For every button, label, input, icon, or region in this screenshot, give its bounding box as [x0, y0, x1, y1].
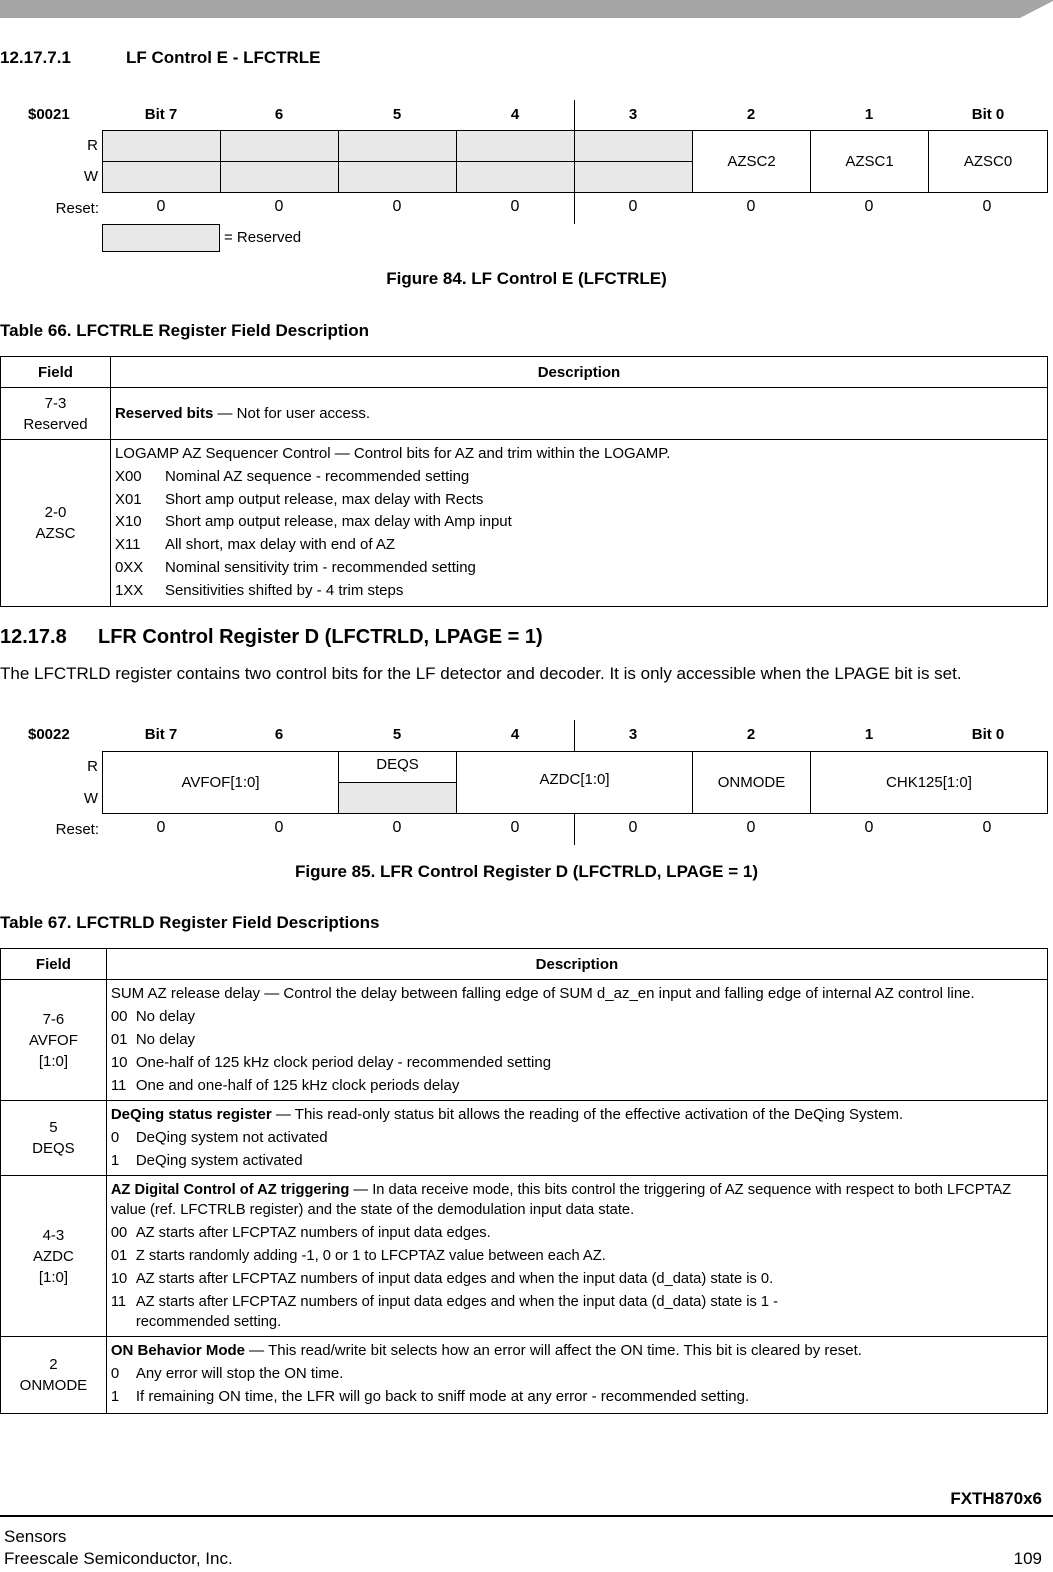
reset-value: 0 [274, 198, 284, 215]
description-bold: DeQing status register [110, 1106, 272, 1123]
description-cell [106, 1337, 1047, 1414]
reset-value: 0 [982, 819, 992, 836]
description-cell [110, 440, 1047, 607]
list-item [115, 489, 1043, 512]
field-onmode: ONMODE [692, 751, 811, 814]
field-cell [1, 440, 111, 607]
register-address: $0021 [28, 106, 70, 123]
field-cell [1, 980, 107, 1101]
section-paragraph: The LFCTRLD register contains two control bits for the LF detector and decoder. It is only accessible when the LPAGE bit is set. [0, 664, 962, 683]
nibble-divider [574, 814, 575, 845]
bit-header: 6 [274, 726, 284, 743]
item-text: DeQing system not activated [135, 1129, 328, 1146]
item-code: X10 [114, 513, 142, 531]
field-azdc: AZDC[1:0] [456, 751, 693, 814]
item-text: One and one-half of 125 kHz clock periods delay [135, 1077, 460, 1094]
item-code: X01 [114, 490, 142, 508]
table-row [1, 1337, 1048, 1414]
item-code: 01 [110, 1031, 128, 1048]
field-bits: 2 [49, 1356, 58, 1373]
reset-value: 0 [628, 198, 638, 215]
reserved-bit [574, 130, 693, 162]
section-heading-lfctrle [0, 48, 321, 68]
item-text: Sensitivities shifted by - 4 trim steps [164, 581, 404, 599]
section-heading-lfctrld [0, 626, 543, 649]
reset-value: 0 [864, 198, 874, 215]
bit-header: Bit 7 [144, 106, 178, 123]
field-bits: 2-0 [44, 503, 67, 521]
reset-value: 0 [156, 198, 166, 215]
item-code: 0XX [114, 558, 144, 576]
reset-value: 0 [746, 819, 756, 836]
bit-header: 1 [864, 726, 874, 743]
table-row [1, 440, 1048, 607]
description-cell [106, 1176, 1047, 1337]
description-bold: AZ Digital Control of AZ triggering [110, 1182, 350, 1198]
description-text: — In data receive mode, this bits control the triggering of AZ sequence with respect to both LFCPTAZ value (ref. LFCTRLB register) and the state of the demodulation input data state. [110, 1182, 1012, 1218]
bit-header: Bit 0 [971, 726, 1005, 743]
column-header-field: Field [1, 357, 111, 388]
reset-value: 0 [510, 198, 520, 215]
description-text: SUM AZ release delay — Control the delay between falling edge of SUM d_az_en input and falling edge of internal AZ control line. [110, 985, 975, 1002]
bit-header: 4 [510, 106, 520, 123]
reset-value: 0 [392, 819, 402, 836]
reserved-bit [338, 130, 457, 162]
list-item [115, 534, 1043, 557]
reserved-bit [102, 161, 221, 193]
bit-header: 5 [392, 726, 402, 743]
item-text: Short amp output release, max delay with Amp input [164, 513, 512, 531]
list-item [111, 1151, 1043, 1171]
field-name: Reserved [23, 415, 88, 433]
item-text: If remaining ON time, the LFR will go back to sniff mode at any error - recommended setting. [135, 1388, 750, 1405]
description-bold: ON Behavior Mode [110, 1342, 246, 1359]
bit-header: Bit 0 [971, 106, 1005, 123]
read-label: R [87, 137, 98, 154]
list-item [111, 1246, 1043, 1266]
table-66 [0, 356, 1048, 607]
field-name: ONMODE [19, 1377, 88, 1394]
item-code: 0 [110, 1129, 120, 1146]
field-azsc1: AZSC1 [810, 130, 929, 193]
write-label: W [83, 790, 98, 807]
list-item [111, 1364, 1043, 1384]
register-address: $0022 [28, 726, 70, 743]
reserved-bit [574, 161, 693, 193]
field-range: [1:0] [38, 1268, 68, 1286]
bit-header: Bit 7 [144, 726, 178, 743]
reset-value: 0 [510, 819, 520, 836]
reserved-bit [102, 130, 221, 162]
reserved-legend-swatch [102, 224, 220, 252]
item-text: DeQing system activated [135, 1152, 303, 1169]
item-text: AZ starts after LFCPTAZ numbers of input data edges. [135, 1225, 491, 1241]
reset-label: Reset: [55, 821, 99, 838]
field-cell [1, 1176, 107, 1337]
table-row [1, 980, 1048, 1101]
field-range: [1:0] [38, 1052, 68, 1070]
item-code: X00 [114, 467, 142, 485]
item-code: 1 [110, 1388, 120, 1405]
field-cell [1, 388, 111, 440]
item-code: 10 [110, 1271, 128, 1287]
item-text: One-half of 125 kHz clock period delay - recommended setting [135, 1054, 552, 1071]
reset-value: 0 [628, 819, 638, 836]
item-code: 10 [110, 1054, 128, 1071]
nibble-divider [574, 100, 575, 130]
reset-label: Reset: [55, 200, 99, 217]
register-diagram-lfctrld [0, 720, 1053, 850]
description-cell [110, 388, 1047, 440]
reserved-bit [338, 161, 457, 193]
list-item [115, 580, 1043, 603]
item-text: AZ starts after LFCPTAZ numbers of input data edges and when the input data (d_data) state is 0. [135, 1271, 774, 1287]
section-title: LFR Control Register D (LFCTRLD, LPAGE = 1) [98, 626, 543, 648]
bit-header: 2 [746, 106, 756, 123]
bit-header: 3 [628, 726, 638, 743]
item-text: Z starts randomly adding -1, 0 or 1 to LFCPTAZ value between each AZ. [135, 1248, 606, 1264]
item-code: 00 [110, 1008, 128, 1025]
field-bits: 4-3 [42, 1226, 65, 1244]
column-header-description: Description [110, 357, 1047, 388]
list-item [111, 1387, 1043, 1407]
reserved-legend-text: = Reserved [224, 229, 302, 246]
list-item [111, 1030, 1043, 1050]
list-item [111, 1223, 1043, 1243]
reserved-bit [220, 130, 339, 162]
bit-header: 4 [510, 726, 520, 743]
field-cell [1, 1101, 107, 1176]
list-item [111, 1007, 1043, 1027]
description-cell [106, 1101, 1047, 1176]
reset-value: 0 [864, 819, 874, 836]
bit-header: 2 [746, 726, 756, 743]
field-name: AZDC [32, 1247, 74, 1265]
reserved-bit [456, 130, 575, 162]
list-item [111, 1128, 1043, 1148]
column-header-description: Description [106, 949, 1047, 980]
item-code: 11 [110, 1077, 127, 1094]
footer-divider [0, 1515, 1053, 1517]
field-deqs: DEQS [338, 751, 457, 783]
reserved-bit [220, 161, 339, 193]
figure-85-caption: Figure 85. LFR Control Register D (LFCTRLD, LPAGE = 1) [295, 862, 758, 881]
item-text: Nominal sensitivity trim - recommended setting [164, 558, 476, 576]
reset-value: 0 [982, 198, 992, 215]
table-67-caption: Table 67. LFCTRLD Register Field Descriptions [0, 913, 380, 932]
item-code: 01 [110, 1248, 128, 1264]
field-name: AZSC [35, 524, 76, 542]
nibble-divider [574, 720, 575, 751]
table-66-caption: Table 66. LFCTRLE Register Field Description [0, 321, 370, 340]
item-text: Short amp output release, max delay with Rects [164, 490, 484, 508]
section-number: 12.17.7.1 [0, 48, 71, 67]
item-text: AZ starts after LFCPTAZ numbers of input data edges and when the input data (d_data) state is 1 - recommended setting. [135, 1294, 779, 1330]
reset-value: 0 [274, 819, 284, 836]
bit-header: 6 [274, 106, 284, 123]
item-text: No delay [135, 1031, 196, 1048]
section-number: 12.17.8 [0, 626, 67, 648]
item-text: No delay [135, 1008, 196, 1025]
item-code: 11 [110, 1294, 127, 1310]
footer-category: Sensors [4, 1527, 67, 1546]
page-number: 109 [1013, 1549, 1042, 1568]
item-code: 00 [110, 1225, 128, 1241]
description-text: LOGAMP AZ Sequencer Control — Control bits for AZ and trim within the LOGAMP. [114, 445, 671, 462]
table-row [1, 1101, 1048, 1176]
list-item [111, 1053, 1043, 1073]
header-bar [0, 0, 1053, 18]
field-chk125: CHK125[1:0] [810, 751, 1048, 814]
list-item [115, 466, 1043, 489]
item-code: 0 [110, 1365, 120, 1382]
footer-company: Freescale Semiconductor, Inc. [4, 1549, 233, 1568]
reserved-bit [338, 782, 457, 814]
description-bold: Reserved bits [114, 404, 214, 422]
reset-value: 0 [156, 819, 166, 836]
field-bits: 5 [49, 1119, 58, 1136]
read-label: R [87, 758, 98, 775]
table-67 [0, 948, 1048, 1414]
bit-header: 3 [628, 106, 638, 123]
table-row [1, 1176, 1048, 1337]
list-item [115, 557, 1043, 580]
column-header-field: Field [1, 949, 107, 980]
field-cell [1, 1337, 107, 1414]
reserved-bit [456, 161, 575, 193]
bit-header: 5 [392, 106, 402, 123]
nibble-divider [574, 193, 575, 224]
reset-value: 0 [392, 198, 402, 215]
field-name: AVFOF [28, 1031, 78, 1049]
field-bits: 7-3 [44, 394, 67, 412]
table-row [1, 388, 1048, 440]
item-code: X11 [114, 536, 141, 554]
item-code: 1XX [114, 581, 144, 599]
list-item [111, 1292, 1043, 1332]
description-text: — This read-only status bit allows the reading of the effective activation of the DeQing System. [271, 1106, 904, 1123]
field-azsc2: AZSC2 [692, 130, 811, 193]
footer-product: FXTH870x6 [950, 1489, 1042, 1508]
description-cell [106, 980, 1047, 1101]
item-code: 1 [110, 1152, 120, 1169]
figure-84-caption: Figure 84. LF Control E (LFCTRLE) [386, 269, 667, 288]
field-name: DEQS [32, 1140, 75, 1157]
item-text: Nominal AZ sequence - recommended setting [164, 467, 470, 485]
reset-value: 0 [746, 198, 756, 215]
description-text: — This read/write bit selects how an error will affect the ON time. This bit is cleared by reset. [245, 1342, 862, 1359]
description-text: — Not for user access. [213, 404, 371, 422]
field-bits: 7-6 [42, 1010, 65, 1028]
item-text: All short, max delay with end of AZ [164, 536, 396, 554]
field-avfof: AVFOF[1:0] [102, 751, 339, 814]
field-azsc0: AZSC0 [928, 130, 1048, 193]
section-title: LF Control E - LFCTRLE [126, 48, 321, 67]
bit-header: 1 [864, 106, 874, 123]
item-text: Any error will stop the ON time. [135, 1365, 344, 1382]
write-label: W [83, 168, 98, 185]
list-item [115, 511, 1043, 534]
list-item [111, 1269, 1043, 1289]
list-item [111, 1076, 1043, 1096]
